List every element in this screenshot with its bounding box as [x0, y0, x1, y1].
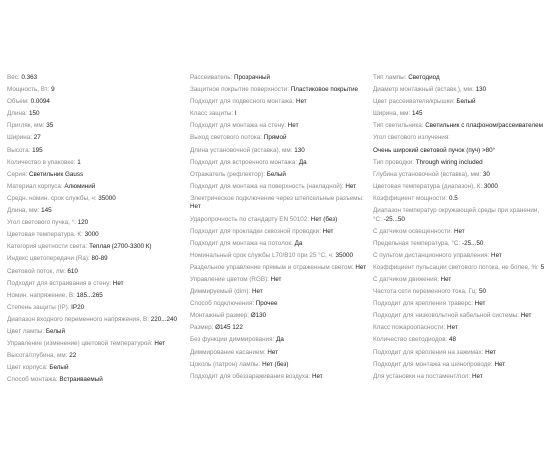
spec-row [373, 276, 545, 285]
spec-value: 130 [294, 146, 305, 154]
spec-row [7, 328, 185, 337]
spec-value: 0.363 [21, 74, 38, 81]
spec-value: 30 [482, 170, 490, 178]
spec-label: Подходит для обеззараживания воздуха: [190, 372, 311, 380]
spec-value: Пластиковое покрытие [290, 86, 358, 94]
spec-label: Длина установочной (вставка), мм: [190, 146, 293, 154]
spec-row [7, 243, 185, 252]
spec-label: Отражатель (рефлектор): [190, 170, 265, 178]
spec-value: I [234, 110, 237, 118]
spec-value: 145 [411, 110, 423, 118]
spec-row [7, 207, 185, 216]
spec-row [190, 216, 368, 225]
spec-label: Вес: [7, 74, 20, 81]
spec-value: 120 [77, 219, 89, 227]
spec-row [373, 300, 545, 309]
spec-row [7, 268, 185, 277]
spec-row [373, 98, 545, 107]
spec-row [7, 316, 185, 325]
spec-label: Диммирование касанием: [190, 348, 266, 356]
spec-value: 27 [33, 134, 41, 142]
spec-value: Нет [494, 360, 506, 368]
spec-label: С датчиком движения: [373, 276, 439, 283]
spec-label: Класс пожароопасности: [373, 324, 446, 332]
spec-label: Способ монтажа: [7, 376, 58, 384]
spec-value: Нет [471, 372, 483, 380]
spec-row [7, 134, 185, 143]
spec-value: 185...265 [76, 291, 103, 299]
spec-row [7, 110, 185, 119]
spec-label: Управление цветом (RGB): [190, 276, 269, 283]
spec-row [7, 171, 185, 180]
spec-value: 35000 [335, 251, 353, 259]
spec-label: С пультом дистанционного управления: [373, 251, 490, 259]
spec-value: Нет [453, 227, 465, 235]
spec-value: Нет [355, 263, 367, 271]
spec-label: Средн. номин. срок службы, ч: [7, 194, 97, 202]
spec-row [190, 195, 368, 212]
spec-row [190, 324, 368, 333]
spec-row [190, 159, 368, 168]
spec-value: Нет [154, 340, 166, 348]
spec-label: Объем: [7, 98, 29, 106]
spec-row [373, 252, 545, 261]
spec-row [190, 361, 368, 370]
spec-value: Белый [49, 364, 69, 372]
spec-row [7, 147, 185, 156]
spec-value: 195 [32, 146, 43, 154]
spec-label: Частота сети переменного тока, Гц: [373, 288, 478, 296]
spec-label: Цветовая температура (диапазон), К: [373, 182, 483, 190]
spec-label: Номин. напряжение, В: [7, 291, 75, 299]
spec-value: Белый [45, 327, 65, 335]
spec-label: Подходит для подвесного монтажа: [190, 98, 295, 106]
spec-label: Для установки на постамент/пол: [373, 372, 471, 380]
spec-label: Управление (изменение) цветовой температурой: [7, 340, 153, 348]
spec-value: -25...50 [383, 215, 405, 223]
spec-value: Теплая (2700-3300 К) [89, 243, 152, 251]
spec-row [373, 264, 545, 273]
spec-value: Нет [345, 182, 357, 190]
spec-column-2 [190, 74, 368, 385]
spec-value: Нет [474, 300, 486, 308]
spec-value: 3000 [483, 182, 498, 190]
spec-value: -25...50 [461, 239, 484, 247]
spec-value: 145 [41, 207, 52, 215]
spec-row [7, 292, 185, 301]
spec-value: Да [298, 158, 307, 166]
spec-label: Категория цветности света: [7, 243, 88, 251]
spec-value: Прозрачный [234, 74, 271, 81]
spec-label: Цвет корпуса: [7, 364, 48, 372]
spec-label: Подходит для монтажа на шинопроводе: [373, 360, 493, 368]
spec-value: Светодиод [408, 74, 440, 81]
spec-label: С датчиком освещенности: [373, 227, 453, 235]
spec-label: Длина, мм: [7, 207, 40, 215]
spec-value: Прямой [263, 134, 287, 142]
spec-value: Нет [287, 122, 299, 130]
spec-label: Подходит для крепления траверс: [373, 300, 473, 308]
spec-label: Степень защиты (IP): [7, 303, 70, 311]
spec-label: Количество в упаковке: [7, 158, 76, 166]
spec-value: Нет [440, 276, 452, 283]
spec-row [190, 228, 368, 237]
spec-row [373, 312, 545, 321]
spec-value: 3000 [84, 231, 99, 239]
spec-row [373, 195, 545, 204]
spec-row [373, 207, 545, 224]
spec-label: Высота/глубина, мм: [7, 352, 68, 360]
spec-row [190, 264, 368, 273]
spec-value: Нет [267, 348, 279, 356]
spec-value: Нет [491, 251, 502, 259]
spec-row [373, 122, 545, 131]
spec-row [373, 336, 545, 345]
spec-value: Белый [456, 98, 476, 106]
spec-label: Подходит для прокладки сквозной проводки: [190, 227, 321, 235]
spec-row [7, 231, 185, 240]
spec-row [190, 252, 368, 261]
spec-value: Нет (без) [262, 360, 289, 368]
spec-value: IP20 [71, 303, 85, 311]
spec-row [373, 147, 545, 156]
spec-label: Цвет лампы: [7, 327, 45, 335]
spec-label: Материал корпуса: [7, 182, 63, 190]
spec-row [373, 349, 545, 358]
spec-label: Электрическое подключение через штепсельные разъемы: [190, 194, 364, 202]
spec-row [7, 98, 185, 107]
spec-row [7, 255, 185, 264]
spec-value: Нет [520, 312, 532, 320]
spec-row [190, 336, 368, 345]
spec-label: Подходит для крепления на зажимах: [373, 348, 484, 356]
spec-row [190, 110, 368, 119]
spec-row [190, 122, 368, 131]
spec-value: Очень широкий световой пучок (пуч) >80° [373, 146, 496, 154]
spec-label: Коэффициент мощности: [373, 194, 448, 202]
spec-row [190, 240, 368, 249]
spec-label: Ширина, мм: [373, 110, 411, 118]
spec-value: Нет (без) [310, 215, 338, 223]
spec-row [7, 183, 185, 192]
spec-value: 150 [28, 110, 40, 118]
spec-value: Белый [266, 170, 286, 178]
spec-row [190, 373, 368, 382]
spec-label: Серия: [7, 170, 28, 178]
spec-row [373, 74, 545, 83]
spec-label: Мощность, Вт: [7, 86, 50, 94]
spec-row [7, 340, 185, 349]
spec-value: 35 [46, 122, 54, 130]
spec-row [373, 110, 545, 119]
spec-value: 9 [51, 86, 55, 94]
spec-value: Нет [311, 372, 323, 380]
spec-label: Тип проводки: [373, 158, 414, 166]
spec-row [373, 134, 545, 143]
spec-row [373, 361, 545, 370]
spec-label: Длина: [7, 110, 28, 118]
spec-row [7, 219, 185, 228]
spec-label: Тип светильника: [373, 122, 424, 130]
spec-value: Встраиваемый [59, 376, 103, 384]
spec-value: 130 [475, 86, 487, 94]
spec-row [7, 280, 185, 289]
spec-value: 0.5 [449, 194, 458, 202]
spec-label: Высота: [7, 146, 31, 154]
spec-value: 80-89 [91, 255, 108, 263]
spec-row [190, 134, 368, 143]
spec-value: Ø130 [250, 312, 267, 320]
spec-label: Подходит для монтажа на потолок: [190, 239, 293, 247]
spec-label: Световой поток, лм: [7, 267, 66, 275]
spec-label: Раздельное управление прямым и отраженным светом: [190, 263, 354, 271]
spec-label: Цвет рассеивателя/крышки: [373, 98, 455, 106]
spec-label: Защитное покрытие поверхности: [190, 86, 290, 94]
spec-label: Подходит для встроенного монтажа: [190, 158, 298, 166]
spec-label: Цветовая температура, К: [7, 231, 83, 239]
spec-row [7, 376, 185, 385]
spec-row [373, 86, 545, 95]
spec-column-1 [7, 74, 185, 388]
spec-label: Пригляк, мм: [7, 122, 45, 130]
spec-label: Подходит для монтажа на стену: [190, 122, 286, 130]
spec-label: Номинальный срок службы L70/B10 при 25 °С, ч: [190, 251, 334, 259]
spec-row [190, 312, 368, 321]
spec-label: Без функции диммирования: [190, 336, 275, 344]
spec-value: 35000 [98, 194, 116, 202]
spec-row [373, 373, 545, 382]
spec-value: 220...240 [150, 315, 177, 323]
spec-label: Подходит для низковольтной кабельной системы: [373, 312, 519, 320]
spec-label: Подходит для встраивания в стену: [7, 279, 112, 287]
spec-value: Нет [322, 227, 334, 235]
spec-label: Размер: [190, 324, 214, 332]
spec-label: Угол светового излучения: [373, 134, 450, 142]
spec-value: Да [294, 239, 303, 247]
spec-row [190, 349, 368, 358]
spec-row [373, 183, 545, 192]
spec-value: 5 [540, 263, 545, 271]
spec-label: Коэффициент пульсации светового потока, не более, %: [373, 263, 539, 271]
spec-row [7, 159, 185, 168]
spec-row [190, 288, 368, 297]
spec-row [7, 304, 185, 313]
spec-value: Нет [112, 279, 124, 287]
spec-label: Монтажный размер: [190, 312, 249, 320]
spec-value: 50 [479, 288, 487, 296]
spec-row [7, 74, 185, 83]
spec-label: Диммируемый (dim): [190, 288, 251, 296]
spec-value: 610 [67, 267, 78, 275]
spec-label: Диапазон температур окружающей среды при хранении, °С: [373, 207, 540, 223]
spec-value: Светильник Gauss [28, 170, 84, 178]
spec-label: Диапазон входного переменного напряжения, В: [7, 315, 149, 323]
spec-row [7, 364, 185, 373]
spec-value: Нет [485, 348, 496, 356]
spec-row [190, 74, 368, 83]
spec-label: Цоколь (патрон) лампы: [190, 360, 261, 368]
spec-row [190, 300, 368, 309]
spec-label: Индекс цветопередачи (Ra): [7, 255, 90, 263]
spec-label: Рассеиватель: [190, 74, 233, 81]
spec-label: Выход светового потока: [190, 134, 263, 142]
spec-label: Ударопрочность по стандарту EN 50102: [190, 215, 310, 223]
spec-row [7, 86, 185, 95]
spec-row [190, 183, 368, 192]
spec-value: Through wiring included [415, 158, 483, 166]
spec-value: Светильник с плафоном/рассеивателем [425, 122, 543, 130]
spec-row [373, 159, 545, 168]
spec-column-3 [373, 74, 545, 385]
spec-label: Диаметр монтажный (вставк.), мм: [373, 86, 474, 94]
spec-label: Подходит для монтажа на поверхность (накладной): [190, 182, 344, 190]
spec-row [190, 171, 368, 180]
spec-value: Ø145 122 [215, 324, 243, 332]
spec-row [190, 147, 368, 156]
spec-row [190, 276, 368, 285]
spec-row [190, 86, 368, 95]
spec-value: Нет [190, 203, 201, 211]
spec-row [373, 324, 545, 333]
spec-label: Класс защиты: [190, 110, 234, 118]
spec-value: 0.0094 [30, 98, 50, 106]
spec-row [7, 195, 185, 204]
spec-value: Нет [270, 276, 282, 283]
spec-row [7, 352, 185, 361]
spec-label: Предельная температура, °С: [373, 239, 461, 247]
spec-label: Угол светового пучка, °: [7, 219, 76, 227]
spec-row [7, 122, 185, 131]
spec-value: Прочее [255, 300, 278, 308]
spec-label: Способ подключения: [190, 300, 255, 308]
spec-row [373, 240, 545, 249]
spec-row [373, 171, 545, 180]
spec-label: Тип лампы: [373, 74, 407, 81]
spec-label: Количество светодиодов: [373, 336, 448, 344]
spec-row [373, 228, 545, 237]
spec-label: Ширина: [7, 134, 33, 142]
spec-value: Да [276, 336, 284, 344]
spec-value: Нет [251, 288, 263, 296]
spec-label: Глубина установочной (вставка), мм: [373, 170, 482, 178]
spec-value: 1 [77, 158, 81, 166]
spec-value: 48 [449, 336, 457, 344]
spec-value: Алюминий [64, 182, 96, 190]
spec-row [190, 98, 368, 107]
spec-value: Нет [295, 98, 307, 106]
spec-value: 22 [69, 352, 77, 360]
spec-value: Нет [447, 324, 458, 332]
spec-row [373, 288, 545, 297]
